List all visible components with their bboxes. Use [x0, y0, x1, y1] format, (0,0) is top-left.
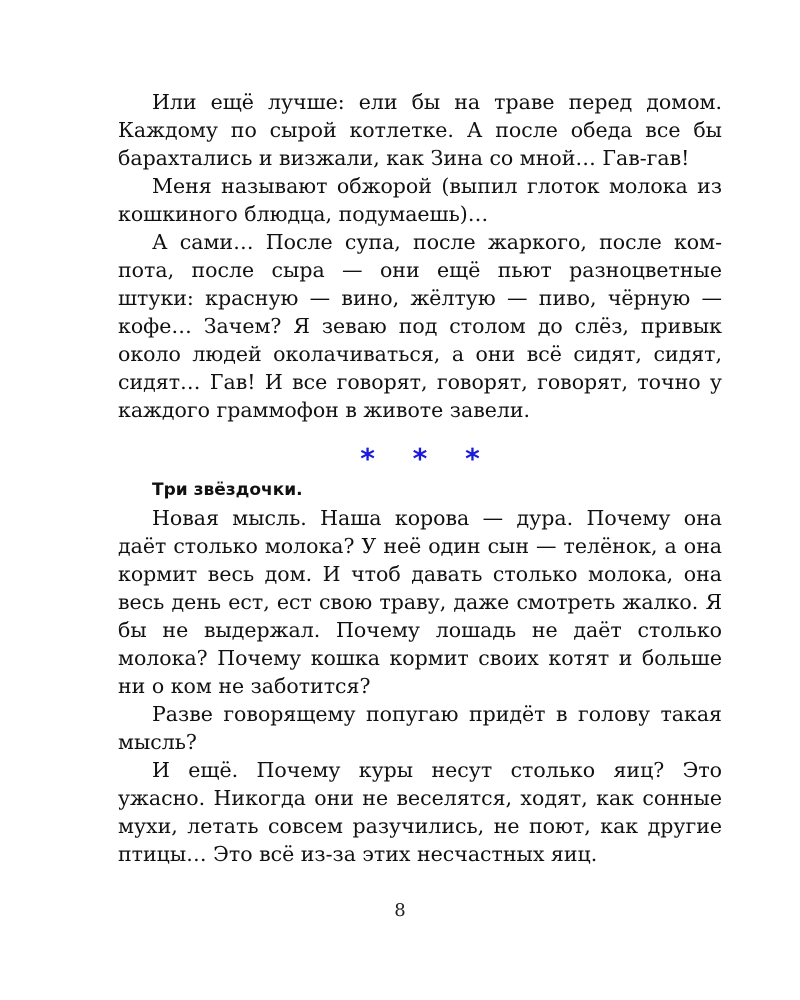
paragraph: И ещё. Почему куры несут столько яиц? Это ужасно. Никогда они не веселятся, ходят, как сонные мухи, летать совсем разучились, не поют, как другие птицы… Это всё из-за этих несчастных яиц.	[118, 758, 722, 866]
paragraph: Разве говорящему попугаю придёт в голову такая мысль?	[118, 702, 722, 754]
paragraph: Новая мысль. Наша корова — дура. Почему она даёт столько молока? У неё один сын — телёнок, а она кормит весь дом. И чтоб давать столько молока, она весь день ест, ест свою траву, даже смотреть жалко. Я бы не выдержал. Почему лошадь не даёт столько молока? Почему кошка кормит своих котят и больше ни о ком не заботится?	[118, 506, 722, 698]
paragraph: Меня называют обжорой (выпил глоток молока из кошкиного блюдца, подумаешь)…	[118, 174, 722, 226]
section-separator: * * *	[360, 442, 494, 475]
page-number: 8	[394, 900, 406, 921]
section-heading: Три звёздочки.	[152, 480, 303, 500]
page-text	[118, 88, 722, 868]
paragraph: Или ещё лучше: ели бы на траве перед домом. Каждому по сырой котлетке. А после обеда все бы барахтались и визжали, как Зина со мной… Гав-гав!	[118, 90, 722, 170]
paragraph: А сами… После супа, после жаркого, после компота, после сыра — они ещё пьют разноцветные штуки: красную — вино, жёлтую — пиво, чёрную — кофе… Зачем? Я зеваю под столом до слёз, привык около людей околачиваться, а они всё сидят, сидят, сидят… Гав! И все говорят, говорят, говорят, точно у каждого граммофон в животе завели.	[118, 230, 722, 422]
